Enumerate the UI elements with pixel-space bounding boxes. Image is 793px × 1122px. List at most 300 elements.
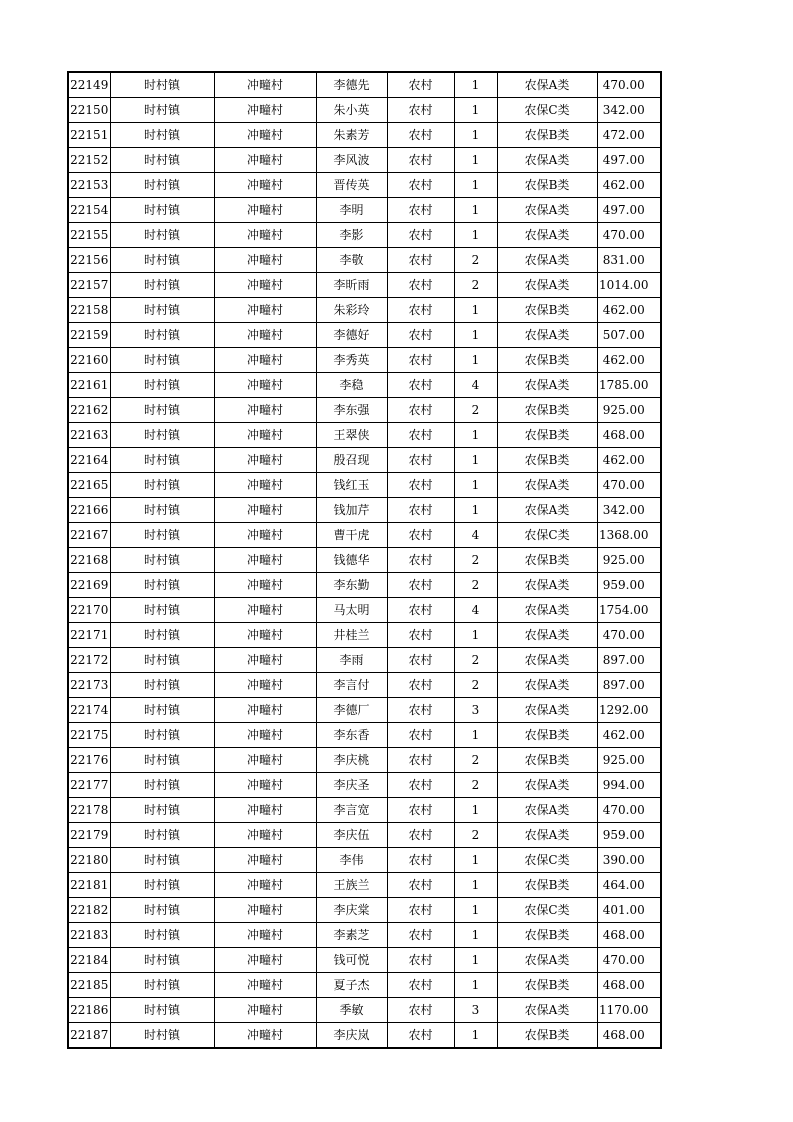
person-count-cell: 1	[454, 298, 497, 323]
household-type-cell: 农村	[387, 973, 454, 998]
name-cell: 王族兰	[316, 873, 387, 898]
insurance-category-cell: 农保A类	[497, 498, 597, 523]
village-cell: 冲疃村	[214, 72, 316, 98]
person-count-cell: 1	[454, 173, 497, 198]
household-type-cell: 农村	[387, 648, 454, 673]
insurance-category-cell: 农保B类	[497, 748, 597, 773]
amount-cell: 470.00	[597, 72, 661, 98]
village-cell: 冲疃村	[214, 223, 316, 248]
insurance-category-cell: 农保B类	[497, 1023, 597, 1049]
name-cell: 李昕雨	[316, 273, 387, 298]
town-cell: 时村镇	[110, 123, 214, 148]
village-cell: 冲疃村	[214, 373, 316, 398]
amount-cell: 1292.00	[597, 698, 661, 723]
name-cell: 李稳	[316, 373, 387, 398]
record-id-cell: 22155	[68, 223, 110, 248]
table-row	[68, 798, 661, 823]
insurance-category-cell: 农保A类	[497, 773, 597, 798]
record-id-cell: 22185	[68, 973, 110, 998]
town-cell: 时村镇	[110, 323, 214, 348]
village-cell: 冲疃村	[214, 298, 316, 323]
person-count-cell: 1	[454, 223, 497, 248]
insurance-category-cell: 农保B类	[497, 173, 597, 198]
name-cell: 李伟	[316, 848, 387, 873]
household-type-cell: 农村	[387, 898, 454, 923]
table-row	[68, 998, 661, 1023]
person-count-cell: 1	[454, 498, 497, 523]
insurance-category-cell: 农保A类	[497, 198, 597, 223]
name-cell: 李素芝	[316, 923, 387, 948]
household-type-cell: 农村	[387, 498, 454, 523]
insurance-category-cell: 农保A类	[497, 323, 597, 348]
insurance-category-cell: 农保B类	[497, 923, 597, 948]
table-row	[68, 848, 661, 873]
table-row	[68, 748, 661, 773]
person-count-cell: 2	[454, 573, 497, 598]
village-cell: 冲疃村	[214, 548, 316, 573]
record-id-cell: 22163	[68, 423, 110, 448]
person-count-cell: 2	[454, 748, 497, 773]
amount-cell: 472.00	[597, 123, 661, 148]
insurance-category-cell: 农保A类	[497, 573, 597, 598]
name-cell: 曹干虎	[316, 523, 387, 548]
table-row	[68, 948, 661, 973]
person-count-cell: 1	[454, 723, 497, 748]
insurance-category-cell: 农保B类	[497, 448, 597, 473]
table-row	[68, 223, 661, 248]
table-row	[68, 598, 661, 623]
record-id-cell: 22183	[68, 923, 110, 948]
town-cell: 时村镇	[110, 548, 214, 573]
table-row	[68, 673, 661, 698]
person-count-cell: 1	[454, 72, 497, 98]
town-cell: 时村镇	[110, 798, 214, 823]
household-type-cell: 农村	[387, 273, 454, 298]
insurance-category-cell: 农保A类	[497, 598, 597, 623]
insurance-category-cell: 农保B类	[497, 723, 597, 748]
amount-cell: 897.00	[597, 648, 661, 673]
village-cell: 冲疃村	[214, 573, 316, 598]
amount-cell: 401.00	[597, 898, 661, 923]
record-id-cell: 22177	[68, 773, 110, 798]
household-type-cell: 农村	[387, 473, 454, 498]
name-cell: 李雨	[316, 648, 387, 673]
name-cell: 李庆棠	[316, 898, 387, 923]
name-cell: 李东强	[316, 398, 387, 423]
household-type-cell: 农村	[387, 723, 454, 748]
person-count-cell: 1	[454, 973, 497, 998]
record-id-cell: 22174	[68, 698, 110, 723]
household-type-cell: 农村	[387, 223, 454, 248]
record-id-cell: 22160	[68, 348, 110, 373]
person-count-cell: 2	[454, 273, 497, 298]
table-row	[68, 423, 661, 448]
person-count-cell: 2	[454, 673, 497, 698]
table-row	[68, 823, 661, 848]
insurance-category-cell: 农保B类	[497, 873, 597, 898]
record-id-cell: 22173	[68, 673, 110, 698]
table-row	[68, 698, 661, 723]
village-cell: 冲疃村	[214, 148, 316, 173]
record-id-cell: 22164	[68, 448, 110, 473]
household-type-cell: 农村	[387, 748, 454, 773]
name-cell: 朱小英	[316, 98, 387, 123]
household-type-cell: 农村	[387, 373, 454, 398]
amount-cell: 468.00	[597, 923, 661, 948]
name-cell: 钱可悦	[316, 948, 387, 973]
town-cell: 时村镇	[110, 198, 214, 223]
person-count-cell: 1	[454, 898, 497, 923]
insurance-category-cell: 农保A类	[497, 948, 597, 973]
record-id-cell: 22181	[68, 873, 110, 898]
village-cell: 冲疃村	[214, 198, 316, 223]
household-type-cell: 农村	[387, 948, 454, 973]
name-cell: 李影	[316, 223, 387, 248]
table-row	[68, 773, 661, 798]
name-cell: 井桂兰	[316, 623, 387, 648]
record-id-cell: 22159	[68, 323, 110, 348]
village-cell: 冲疃村	[214, 798, 316, 823]
amount-cell: 390.00	[597, 848, 661, 873]
table-row	[68, 473, 661, 498]
name-cell: 王翠侠	[316, 423, 387, 448]
insurance-category-cell: 农保B类	[497, 548, 597, 573]
record-id-cell: 22179	[68, 823, 110, 848]
person-count-cell: 1	[454, 323, 497, 348]
record-id-cell: 22167	[68, 523, 110, 548]
town-cell: 时村镇	[110, 148, 214, 173]
name-cell: 李德先	[316, 72, 387, 98]
amount-cell: 462.00	[597, 348, 661, 373]
amount-cell: 959.00	[597, 573, 661, 598]
person-count-cell: 2	[454, 248, 497, 273]
amount-cell: 831.00	[597, 248, 661, 273]
amount-cell: 1754.00	[597, 598, 661, 623]
amount-cell: 462.00	[597, 723, 661, 748]
name-cell: 李德好	[316, 323, 387, 348]
household-type-cell: 农村	[387, 348, 454, 373]
household-type-cell: 农村	[387, 523, 454, 548]
town-cell: 时村镇	[110, 273, 214, 298]
town-cell: 时村镇	[110, 723, 214, 748]
village-cell: 冲疃村	[214, 423, 316, 448]
amount-cell: 470.00	[597, 473, 661, 498]
town-cell: 时村镇	[110, 998, 214, 1023]
village-cell: 冲疃村	[214, 748, 316, 773]
insurance-category-cell: 农保A类	[497, 798, 597, 823]
household-type-cell: 农村	[387, 548, 454, 573]
record-id-cell: 22180	[68, 848, 110, 873]
person-count-cell: 1	[454, 198, 497, 223]
insurance-category-cell: 农保A类	[497, 148, 597, 173]
record-id-cell: 22186	[68, 998, 110, 1023]
name-cell: 李敬	[316, 248, 387, 273]
insurance-category-cell: 农保A类	[497, 698, 597, 723]
amount-cell: 497.00	[597, 148, 661, 173]
record-id-cell: 22161	[68, 373, 110, 398]
village-cell: 冲疃村	[214, 848, 316, 873]
insurance-category-cell: 农保C类	[497, 523, 597, 548]
town-cell: 时村镇	[110, 973, 214, 998]
table-row	[68, 448, 661, 473]
town-cell: 时村镇	[110, 398, 214, 423]
household-type-cell: 农村	[387, 698, 454, 723]
table-row	[68, 648, 661, 673]
person-count-cell: 4	[454, 598, 497, 623]
village-cell: 冲疃村	[214, 598, 316, 623]
name-cell: 李明	[316, 198, 387, 223]
table-row	[68, 1023, 661, 1049]
insurance-category-cell: 农保A类	[497, 648, 597, 673]
name-cell: 李庆伍	[316, 823, 387, 848]
insurance-category-cell: 农保B类	[497, 423, 597, 448]
amount-cell: 1368.00	[597, 523, 661, 548]
person-count-cell: 4	[454, 523, 497, 548]
village-cell: 冲疃村	[214, 623, 316, 648]
town-cell: 时村镇	[110, 298, 214, 323]
name-cell: 李东香	[316, 723, 387, 748]
table-row	[68, 248, 661, 273]
person-count-cell: 1	[454, 98, 497, 123]
village-cell: 冲疃村	[214, 873, 316, 898]
table-row	[68, 148, 661, 173]
village-cell: 冲疃村	[214, 248, 316, 273]
amount-cell: 507.00	[597, 323, 661, 348]
amount-cell: 342.00	[597, 98, 661, 123]
name-cell: 殷召现	[316, 448, 387, 473]
person-count-cell: 2	[454, 398, 497, 423]
record-id-cell: 22176	[68, 748, 110, 773]
table-row	[68, 98, 661, 123]
town-cell: 时村镇	[110, 898, 214, 923]
insurance-category-cell: 农保A类	[497, 998, 597, 1023]
record-id-cell: 22166	[68, 498, 110, 523]
person-count-cell: 1	[454, 948, 497, 973]
village-cell: 冲疃村	[214, 473, 316, 498]
table-row	[68, 898, 661, 923]
town-cell: 时村镇	[110, 223, 214, 248]
table-row	[68, 873, 661, 898]
household-type-cell: 农村	[387, 673, 454, 698]
name-cell: 李秀英	[316, 348, 387, 373]
insurance-category-cell: 农保A类	[497, 373, 597, 398]
person-count-cell: 1	[454, 923, 497, 948]
amount-cell: 470.00	[597, 798, 661, 823]
table-row	[68, 298, 661, 323]
village-cell: 冲疃村	[214, 923, 316, 948]
town-cell: 时村镇	[110, 948, 214, 973]
town-cell: 时村镇	[110, 698, 214, 723]
record-id-cell: 22158	[68, 298, 110, 323]
insurance-category-cell: 农保C类	[497, 898, 597, 923]
insurance-category-cell: 农保C类	[497, 98, 597, 123]
person-count-cell: 1	[454, 348, 497, 373]
village-cell: 冲疃村	[214, 1023, 316, 1049]
person-count-cell: 1	[454, 873, 497, 898]
amount-cell: 342.00	[597, 498, 661, 523]
amount-cell: 464.00	[597, 873, 661, 898]
amount-cell: 959.00	[597, 823, 661, 848]
village-cell: 冲疃村	[214, 273, 316, 298]
town-cell: 时村镇	[110, 848, 214, 873]
town-cell: 时村镇	[110, 473, 214, 498]
village-cell: 冲疃村	[214, 823, 316, 848]
village-cell: 冲疃村	[214, 123, 316, 148]
insurance-category-cell: 农保A类	[497, 823, 597, 848]
table-row	[68, 173, 661, 198]
table-row	[68, 523, 661, 548]
record-id-cell: 22178	[68, 798, 110, 823]
record-id-cell: 22157	[68, 273, 110, 298]
amount-cell: 462.00	[597, 298, 661, 323]
roster-table	[67, 71, 662, 1049]
town-cell: 时村镇	[110, 348, 214, 373]
name-cell: 夏子杰	[316, 973, 387, 998]
household-type-cell: 农村	[387, 423, 454, 448]
insurance-category-cell: 农保A类	[497, 248, 597, 273]
insurance-category-cell: 农保C类	[497, 848, 597, 873]
town-cell: 时村镇	[110, 923, 214, 948]
person-count-cell: 2	[454, 773, 497, 798]
table-row	[68, 398, 661, 423]
insurance-category-cell: 农保A类	[497, 72, 597, 98]
name-cell: 钱红玉	[316, 473, 387, 498]
name-cell: 朱彩玲	[316, 298, 387, 323]
table-row	[68, 72, 661, 98]
name-cell: 马太明	[316, 598, 387, 623]
person-count-cell: 2	[454, 548, 497, 573]
household-type-cell: 农村	[387, 248, 454, 273]
amount-cell: 462.00	[597, 173, 661, 198]
roster-body	[68, 72, 661, 1048]
village-cell: 冲疃村	[214, 673, 316, 698]
town-cell: 时村镇	[110, 648, 214, 673]
table-row	[68, 973, 661, 998]
person-count-cell: 2	[454, 648, 497, 673]
insurance-category-cell: 农保A类	[497, 623, 597, 648]
name-cell: 李风波	[316, 148, 387, 173]
village-cell: 冲疃村	[214, 348, 316, 373]
household-type-cell: 农村	[387, 573, 454, 598]
town-cell: 时村镇	[110, 748, 214, 773]
table-row	[68, 198, 661, 223]
insurance-category-cell: 农保A类	[497, 473, 597, 498]
record-id-cell: 22175	[68, 723, 110, 748]
record-id-cell: 22150	[68, 98, 110, 123]
name-cell: 李言宽	[316, 798, 387, 823]
household-type-cell: 农村	[387, 848, 454, 873]
amount-cell: 925.00	[597, 548, 661, 573]
amount-cell: 468.00	[597, 973, 661, 998]
village-cell: 冲疃村	[214, 898, 316, 923]
name-cell: 李庆圣	[316, 773, 387, 798]
name-cell: 朱素芳	[316, 123, 387, 148]
insurance-category-cell: 农保A类	[497, 673, 597, 698]
town-cell: 时村镇	[110, 173, 214, 198]
table-row	[68, 548, 661, 573]
village-cell: 冲疃村	[214, 948, 316, 973]
record-id-cell: 22187	[68, 1023, 110, 1049]
person-count-cell: 1	[454, 473, 497, 498]
person-count-cell: 1	[454, 423, 497, 448]
table-row	[68, 623, 661, 648]
record-id-cell: 22152	[68, 148, 110, 173]
name-cell: 李德厂	[316, 698, 387, 723]
village-cell: 冲疃村	[214, 398, 316, 423]
village-cell: 冲疃村	[214, 523, 316, 548]
table-row	[68, 923, 661, 948]
village-cell: 冲疃村	[214, 648, 316, 673]
amount-cell: 1014.00	[597, 273, 661, 298]
name-cell: 钱加芹	[316, 498, 387, 523]
household-type-cell: 农村	[387, 173, 454, 198]
household-type-cell: 农村	[387, 998, 454, 1023]
town-cell: 时村镇	[110, 573, 214, 598]
town-cell: 时村镇	[110, 98, 214, 123]
village-cell: 冲疃村	[214, 448, 316, 473]
name-cell: 晋传英	[316, 173, 387, 198]
household-type-cell: 农村	[387, 598, 454, 623]
record-id-cell: 22169	[68, 573, 110, 598]
amount-cell: 470.00	[597, 223, 661, 248]
amount-cell: 1170.00	[597, 998, 661, 1023]
person-count-cell: 4	[454, 373, 497, 398]
household-type-cell: 农村	[387, 873, 454, 898]
village-cell: 冲疃村	[214, 698, 316, 723]
name-cell: 李庆岚	[316, 1023, 387, 1049]
record-id-cell: 22171	[68, 623, 110, 648]
name-cell: 李言付	[316, 673, 387, 698]
village-cell: 冲疃村	[214, 98, 316, 123]
amount-cell: 1785.00	[597, 373, 661, 398]
person-count-cell: 2	[454, 823, 497, 848]
insurance-category-cell: 农保B类	[497, 123, 597, 148]
insurance-category-cell: 农保A类	[497, 223, 597, 248]
household-type-cell: 农村	[387, 123, 454, 148]
amount-cell: 925.00	[597, 398, 661, 423]
person-count-cell: 3	[454, 998, 497, 1023]
household-type-cell: 农村	[387, 398, 454, 423]
insurance-category-cell: 农保B类	[497, 398, 597, 423]
town-cell: 时村镇	[110, 248, 214, 273]
amount-cell: 897.00	[597, 673, 661, 698]
household-type-cell: 农村	[387, 448, 454, 473]
amount-cell: 462.00	[597, 448, 661, 473]
household-type-cell: 农村	[387, 823, 454, 848]
town-cell: 时村镇	[110, 873, 214, 898]
insurance-category-cell: 农保B类	[497, 298, 597, 323]
person-count-cell: 1	[454, 123, 497, 148]
record-id-cell: 22153	[68, 173, 110, 198]
household-type-cell: 农村	[387, 98, 454, 123]
table-row	[68, 123, 661, 148]
name-cell: 季敏	[316, 998, 387, 1023]
name-cell: 李东勤	[316, 573, 387, 598]
household-type-cell: 农村	[387, 923, 454, 948]
village-cell: 冲疃村	[214, 773, 316, 798]
table-row	[68, 348, 661, 373]
insurance-category-cell: 农保A类	[497, 273, 597, 298]
town-cell: 时村镇	[110, 423, 214, 448]
town-cell: 时村镇	[110, 523, 214, 548]
table-row	[68, 723, 661, 748]
record-id-cell: 22165	[68, 473, 110, 498]
town-cell: 时村镇	[110, 623, 214, 648]
village-cell: 冲疃村	[214, 173, 316, 198]
record-id-cell: 22156	[68, 248, 110, 273]
amount-cell: 470.00	[597, 623, 661, 648]
town-cell: 时村镇	[110, 373, 214, 398]
